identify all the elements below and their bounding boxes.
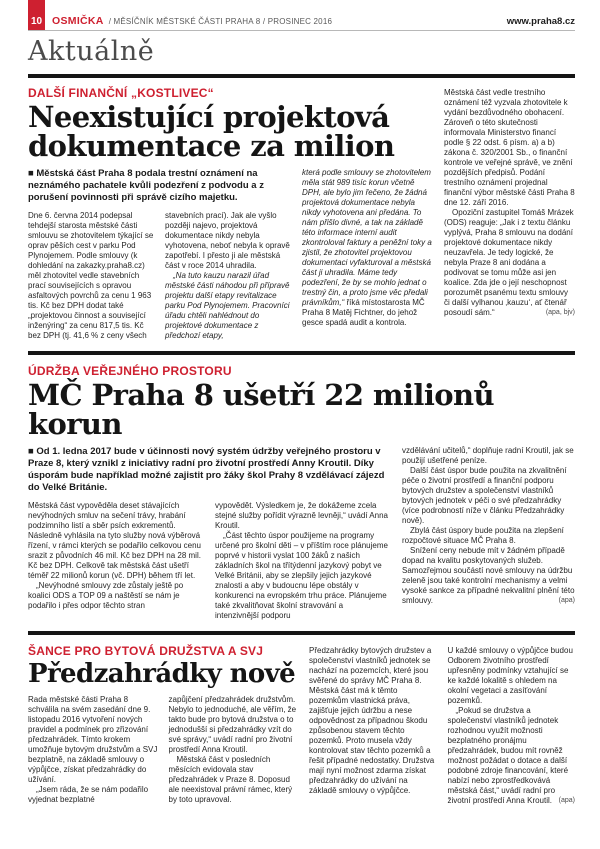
article2-kicker: ÚDRŽBA VEŘEJNÉHO PROSTORU: [28, 364, 232, 378]
paragraph: Zbylá část úspory bude použita na zlepšení rozpočtové situace MČ Praha 8.: [402, 526, 564, 545]
paragraph: Předzahrádky bytových družstev a společenství vlastníků jednotek se nachází na pozemcích, které jsou svěřené do správy MČ Praha 8. Městská část má k těmto pozemkům vlastnická práva, zajišťuje jejich údržbu a nese odpovědnost za případnou škodu způsobenou stavem těchto pozemků. Proto musela vždy kontrolovat stav těchto pozemků a řešit případné nedostatky. Družstva mají nyní možnost zdarma získat předzahrádky do užívání na základě smlouvy o výpůjčce.: [309, 646, 435, 795]
article2-byline: (apa): [558, 597, 575, 604]
page-number-badge: 10: [28, 0, 45, 30]
article2-lead: ■ Od 1. ledna 2017 bude v účinnosti nový systém údržby veřejného prostoru v Praze 8, který vznikl z iniciativy radní pro životní prostředí Anny Kroutil. Díky úsporám bude například možné zajistit pro žáky škol Prahy 8 vzdělávací zájezd do Velké Británie.: [28, 446, 385, 493]
article3-col3: [309, 644, 437, 805]
article3-kicker: ŠANCE PRO BYTOVÁ DRUŽSTVA A SVJ: [28, 644, 264, 658]
article2-headline: MČ Praha 8 ušetří 22 milionů korun: [28, 378, 494, 441]
paragraph: U každé smlouvy o výpůjčce budou Odborem životního prostředí upřesněny podmínky vztahující se ke každé lokalitě s ohledem na okolní vegetaci a zasíťování pozemků.: [447, 646, 573, 705]
article1-main: [28, 86, 432, 341]
paragraph-quote: „Část těchto úspor použijeme na programy určené pro školní děti – v příštím roce plánujeme poprvé v historii vyslat 100 žáků z našich základních škol na třítýdenní jazykový pobyt ve Velké Británii, aby se zlepšily jejich jazykové znalosti a aby v budoucnu lépe obstály v konkurenci na evropském trhu práce. Plánujeme také zkvalitňovat školní stravování a intenzivnější podporu: [215, 531, 388, 620]
page-header: [28, 0, 575, 31]
section-title: Aktuálně: [28, 36, 155, 67]
article1-col3: [302, 168, 432, 341]
article1-body-cols: [28, 211, 291, 341]
article2-body-cols: [28, 501, 388, 621]
paragraph: Rada městské části Praha 8 schválila na svém zasedání dne 9. listopadu 2016 vytvoření nových pravidel a podmínek pro zřizování předzahrádek. Tímto krokem umožňuje bytovým družstvům a SVJ bezplatně, na základě smlouvy o výpůjčce, získat předzahrádky do užívání.: [28, 695, 158, 784]
article3-headline: Předzahrádky nově: [28, 659, 296, 689]
article3-col1: [28, 695, 158, 805]
article3-byline: (apa): [558, 797, 575, 804]
article3-body-cols: [28, 695, 298, 805]
article1-sidebar-col: [444, 86, 575, 341]
article3-col4: [448, 644, 576, 805]
paragraph-quote: „Na tuto kauzu narazil úřad městské části náhodou při přípravě projektu další etapy revitalizace parku Pod Plynojemem. Pracovníci úřadu chtěli nahlédnout do projektové dokumentace z předchozí etapy,: [165, 271, 290, 340]
paragraph-quote: „Jsem ráda, že se nám podařilo vyjednat bezplatné: [28, 785, 149, 804]
article3-col2: [169, 695, 299, 805]
article-usetri-22-milionu: [28, 355, 575, 635]
article1-lead: ■ Městská část Praha 8 podala trestní oznámení na neznámého pachatele kvůli podezření z podvodu a z porušení povinnosti při správě cizího majetku.: [28, 168, 264, 203]
paragraph-quote: „Pokud se družstva a společenství vlastníků jednotek rozhodnou využít možnosti bezplatného pronájmu předzahrádek, budou mít rovněž možnost požádat o dotace a další podobné zdroje financování, které nabízí nebo zprostředkovává městská část,“ uvádí radní pro životní prostředí Anna Kroutil.: [447, 706, 569, 805]
website-url: www.praha8.cz: [506, 16, 575, 27]
article2-left-zone: [28, 446, 388, 621]
article1-columns: [28, 168, 432, 341]
article1-headline: Neexistující projektová dokumentace za milion: [28, 100, 395, 163]
masthead-subtitle: / MĚSÍČNÍK MĚSTSKÉ ČÁSTI PRAHA 8 / PROSINEC 2016: [108, 17, 333, 26]
article-predzahradky-nove: [28, 635, 575, 805]
article-projektova-dokumentace: [28, 78, 575, 355]
article2-columns: [28, 446, 575, 621]
quote-attribution: říká místostarosta MČ Praha 8 Matěj Fichtner, do jehož gesce spadá audit a kontrola.: [302, 298, 425, 327]
article1-col2: [165, 211, 291, 341]
article1-left-zone: [28, 168, 291, 341]
paragraph: Městská část v posledních měsících evidovala stav předzahrádek v Praze 8. Doposud ale neexistoval právní rámec, který by toto upravoval.: [168, 755, 293, 804]
article2-col3: [402, 446, 575, 621]
article2-col1: [28, 501, 201, 621]
quote-text: která podle smlouvy se zhotovitelem měla stát 989 tisíc korun včetně DPH, ale bylo jim řečeno, že žádná projektová dokumentace nebyla nikdy vyhotovena ani předána. To nám přišlo divné, a tak na základě této informace interní audit zkontroloval faktury a peněžní toky a zjistil, že zhotovitel projektovou dokumentaci vyfakturoval a městská část ji uhradila. Máme tedy podezření, že by se mohlo jednat o trestný čin, a proto jsme věc předali právníkům,“: [302, 168, 432, 307]
article1-kicker: DALŠÍ FINANČNÍ „KOSTLIVEC“: [28, 86, 214, 100]
masthead-title: OSMIČKA: [52, 15, 104, 27]
paragraph: Městská část vedle trestního oznámení též vyzvala zhotovitele k vydání bezdůvodného obohacení. Zároveň o této skutečnosti informovala Ministerstvo financí podle § 22 odst. 6 písm. a) a b) zákona č. 320/2001 Sb., o finanční kontrole ve veřejné správě, ve znění pozdějších předpisů. Podání trestního oznámení projednal finanční výbor městské části Praha 8 dne 12. září 2016.: [444, 88, 575, 207]
paragraph: Dne 6. června 2014 podepsal tehdejší starosta městské části smlouvu se zhotovitelem týkající se oprav pěších cest v parku Pod Plynojemem. Podle smlouvy (k dohledání na zakazky.praha8.cz) měl zhotovitel vedle stavebních prací souvisejících s opravou asfaltových povrchů za cenu 1 963 tis. Kč bez DPH dodat také „projektovou činnost a související inženýring“ za cenu 817,5 tis. Kč bez DPH (tj. 41,6 % z ceny všech: [28, 211, 154, 340]
paragraph-quote: „Nevýhodné smlouvy zde zůstaly ještě po koalici ODS a TOP 09 a naštěstí se nám je podařilo i přes odpor těchto stran: [28, 581, 184, 610]
paragraph: Snížení ceny nebude mít v žádném případě dopad na kvalitu poskytovaných služeb. Samozřejmou součástí nové smlouvy na údržbu zeleně jsou také kontrolní mechanismy a velmi vysoké sankce za případné nekvalitní plnění této smlouvy.: [402, 546, 575, 605]
article3-main: [28, 644, 298, 805]
section-header: [28, 31, 575, 78]
article2-col2: [215, 501, 388, 621]
paragraph: stavebních prací). Jak ale vyšlo později najevo, projektová dokumentace nikdy nebyla vyhotovena, neboť nebyla k opravě zapotřebí. I přesto ji ale městská část v roce 2014 uhradila.: [165, 211, 290, 270]
article1-col1: [28, 211, 154, 341]
paragraph-quote: zapůjčení předzahrádek družstvům. Nebylo to jednoduché, ale věřím, že takto bude pro bytová družstva o to jednodušší si předzahrádky vzít do své správy,“ uvádí radní pro životní prostředí Anna Kroutil.: [168, 695, 297, 754]
paragraph: Městská část vypověděla deset stávajících nevýhodných smluv na sečení trávy, hrabání podzimního listí a sběr psích exkrementů. Následně vyhlásila na tyto služby nová výběrová řízení, v rámci kterých se podařilo celkovou cenu srazit z původních 46 mil. Kč bez DPH na 28 mil. Kč bez DPH. Celkově tak městská část ušetří téměř 22 milionů korun (vč. DPH) během tří let.: [28, 501, 201, 580]
paragraph: Opoziční zastupitel Tomáš Mrázek (ODS) reaguje: „Jak i z textu článku vyplývá, Praha 8 smlouvu na dodání projektové dokumentace nikdy neuzavřela. Je tedy logické, že nebyla Praze 8 ani dodána a podivovat se tomu může asi jen koalice. Zda jde o její neschopnost porozumět psanému textu smlouvy či další vylhanou ‚kauzu‘, ať čtenář posoudí sám.“: [444, 208, 574, 317]
article1-byline: (apa, bjv): [545, 309, 575, 316]
paragraph: Další část úspor bude použita na zkvalitnění péče o životní prostředí a finanční podporu bytových družstev a společenství vlastníků bytových jednotek v péči o své předzahrádky (více podrobností níže v článku Předzahrádky nově).: [402, 466, 567, 525]
paragraph-quote: vzdělávání učitelů,“ doplňuje radní Kroutil, jak se použijí ušetřené peníze.: [402, 446, 574, 465]
paragraph-quote: [302, 168, 432, 328]
paragraph-quote: vypovědět. Výsledkem je, že dokážeme zcela stejné služby pořídit výrazně levněji,“ uvádí Anna Kroutil.: [215, 501, 388, 530]
